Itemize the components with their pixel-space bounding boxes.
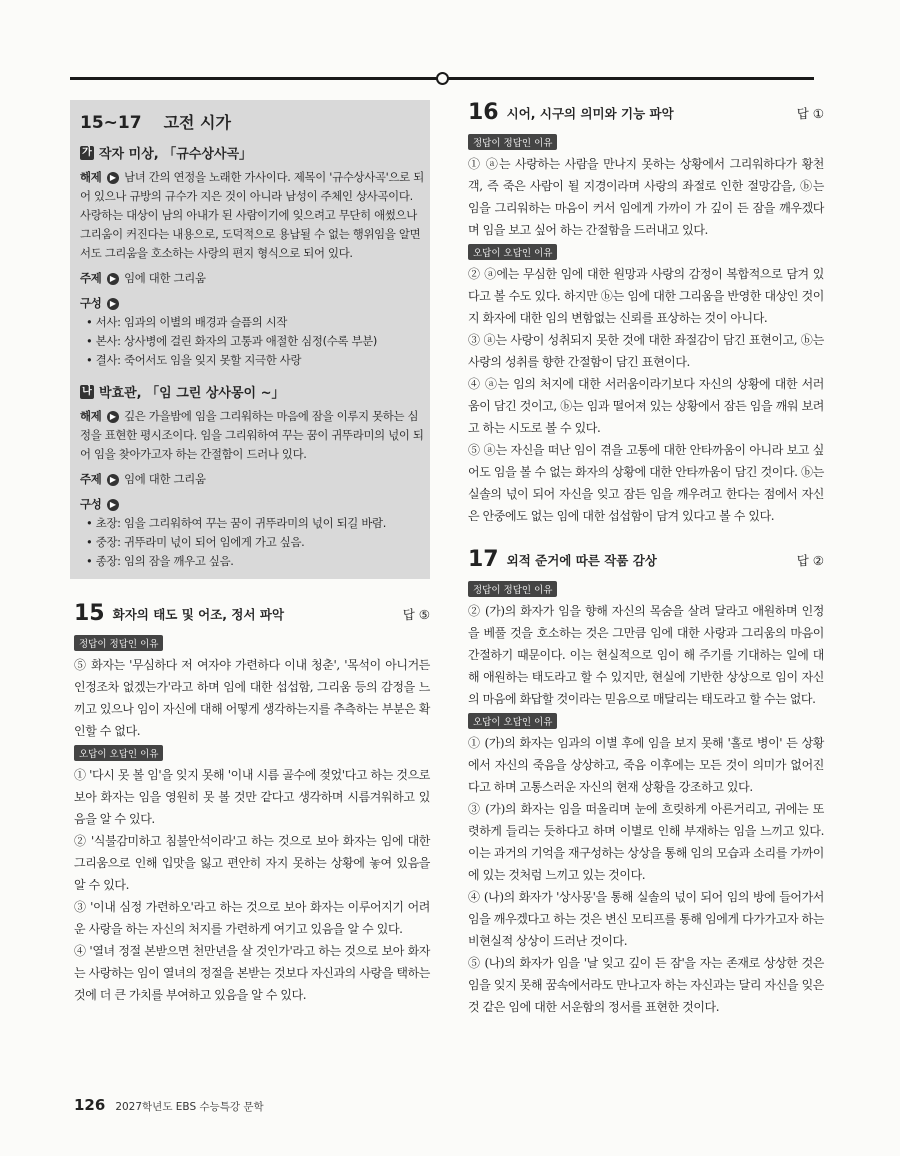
- wrong-explanation: ② '식불감미하고 침불안석이라'고 하는 것으로 보아 화자는 임에 대한 그리움으로 인해 입맛을 잃고 편안히 자지 못하는 상황에 놓여 있음을 알 수 있다.: [74, 834, 430, 892]
- theme-label: 주제: [80, 472, 102, 486]
- structure-item: • 초장: 임을 그리워하여 꾸는 꿈이 귀뚜라미의 넋이 되길 바람.: [86, 516, 387, 530]
- question-number: 15: [74, 601, 105, 626]
- question-15: [74, 601, 430, 1006]
- arrow-icon: ▶: [107, 273, 119, 285]
- work-a-title: [80, 143, 424, 162]
- correct-tag: 정답이 정답인 이유: [468, 581, 557, 597]
- work-b-haeje: [80, 407, 424, 464]
- arrow-icon: ▶: [107, 298, 119, 310]
- top-rule-marker: [436, 72, 449, 85]
- question-answer: 답 ②: [796, 552, 824, 568]
- wrong-explanation: ① '다시 못 볼 임'을 잊지 못해 '이내 시름 골수에 젖었'다고 하는 것으로 보아 화자는 임을 영원히 못 볼 것만 같다고 생각하며 시름겨워하고 있음을 알 수 있다.: [74, 768, 430, 826]
- theme-text: 임에 대한 그리움: [124, 472, 206, 486]
- arrow-icon: ▶: [107, 411, 119, 423]
- question-number: 17: [468, 547, 499, 572]
- correct-tag: 정답이 정답인 이유: [468, 134, 557, 150]
- wrong-explanation: ⑤ (나)의 화자가 임을 '날 잊고 깊이 든 잠'을 자는 존재로 상상한 것은 임을 잊지 못해 꿈속에서라도 만나고자 하는 자신과는 달리 자신을 잊은 것 같은 임에 대한 서운함의 정서를 표현한 것이다.: [468, 956, 824, 1014]
- question-number: 16: [468, 100, 499, 125]
- work-a-badge: 가: [80, 146, 94, 160]
- arrow-icon: ▶: [107, 499, 119, 511]
- page-number: 126: [74, 1096, 106, 1114]
- section-title: 고전 시가: [163, 113, 231, 132]
- structure-item: • 본사: 상사병에 걸린 화자의 고통과 애절한 심정(수록 부분): [86, 334, 377, 348]
- wrong-explanation: ③ (가)의 화자는 임을 떠올리며 눈에 흐릿하게 아른거리고, 귀에는 또렷하게 들리는 듯하다고 하며 이별로 인해 부재하는 임을 느끼고 있다. 이는 과거의 기억을 재구성하는 상상을 통해 임의 모습과 소리를 가까이에 있는 것처럼 느끼고 있는 것이다.: [468, 802, 824, 882]
- section-header: [80, 110, 424, 133]
- structure-item: • 결사: 죽어서도 임을 잊지 못할 지극한 사랑: [86, 353, 302, 367]
- structure-item: • 종장: 임의 잠을 깨우고 싶음.: [86, 554, 234, 568]
- work-b-title: [80, 382, 424, 401]
- page-footer: [74, 1096, 264, 1114]
- wrong-explanation: ① (가)의 화자는 임과의 이별 후에 임을 보지 못해 '홀로 병이' 든 상황에서 자신의 죽음을 상상하고, 죽음 이후에는 모든 것이 의미가 없어진다고 하며 고통스러운 자신의 현재 상황을 강조하고 있다.: [468, 736, 824, 794]
- haeje-text: 남녀 간의 연정을 노래한 가사이다. 제목이 '규수상사곡'으로 되어 있으나 규방의 규수가 지은 것이 아니라 남성이 주체인 상사곡이다. 사랑하는 대상이 남의 아내가 된 사람이기에 잊으려고 무단히 애썼으나 그리움이 커진다는 내용으로, 도덕적으로 용납될 수 없는 행위임을 알면서도 그리움을 호소하는 사랑의 편지 형식으로 되어 있다.: [80, 170, 424, 260]
- arrow-icon: ▶: [107, 172, 119, 184]
- section-number: 15~17: [80, 113, 142, 133]
- question-title: 시어, 시구의 의미와 기능 파악: [506, 105, 674, 121]
- book-title: 2027학년도 EBS 수능특강 문학: [115, 1101, 264, 1113]
- work-b-structure-label: [80, 495, 424, 514]
- haeje-label: 해제: [80, 170, 102, 184]
- wrong-explanation: ⑤ ⓐ는 자신을 떠난 임이 겪을 고통에 대한 안타까움이 아니라 보고 싶어도 임을 볼 수 없는 화자의 상황에 대한 안타까움이 담긴 것이다. ⓑ는 실솔의 넋이 되어 자신을 잊고 잠든 임을 깨우려고 한다는 점에서 자신은 안중에도 없는 임에 대한 섭섭함이 담겨 있다고 볼 수 있다.: [468, 443, 824, 523]
- structure-item: • 중장: 귀뚜라미 넋이 되어 임에게 가고 싶음.: [86, 535, 305, 549]
- correct-explanation: ⑤ 화자는 '무심하다 저 여자야 가련하다 이내 청춘', '목석이 아니거든 인정조차 없겠는가'라고 하며 임에 대한 섭섭함, 그리움 등의 감정을 느끼고 있으나 임이 자신에 대해 어떻게 생각하는지를 추측하는 부분은 확인할 수 없다.: [74, 658, 430, 738]
- work-b-title-text: 박효관, 「임 그린 상사몽이 ~」: [99, 386, 285, 401]
- question-header: [74, 601, 430, 626]
- structure-item: • 서사: 임과의 이별의 배경과 슬픔의 시작: [86, 315, 288, 329]
- correct-explanation: ② (가)의 화자가 임을 향해 자신의 목숨을 살려 달라고 애원하며 인정을 베풀 것을 호소하는 것은 그만큼 임에 대한 사랑과 그리움의 마음이 간절하기 때문이다. 이는 현실적으로 임이 해 주기를 기대하는 일에 대해 애원하는 태도라고 할 수 있지만, 현실에 기반한 상상으로 임이 자신의 마음에 화답할 것이라는 믿음으로 매달리는 태도라고 할 수는 없다.: [468, 604, 824, 706]
- wrong-explanation: ③ ⓐ는 사랑이 성취되지 못한 것에 대한 좌절감이 담긴 표현이고, ⓑ는 사랑의 성취를 향한 간절함이 담긴 표현이다.: [468, 333, 824, 369]
- correct-explanation: ① ⓐ는 사랑하는 사람을 만나지 못하는 상황에서 그리워하다가 황천객, 즉 죽은 사람이 될 지경이라며 사랑의 좌절로 인한 절망감을, ⓑ는 임을 그리워하는 마음이 커서 임에게 가까이 가 깊이 든 잠을 깨우겠다며 임을 보고 싶어 하는 간절함을 드러내고 있다.: [468, 157, 824, 237]
- wrong-explanation: ④ (나)의 화자가 '상사몽'을 통해 실솔의 넋이 되어 임의 방에 들어가서 임을 깨우겠다고 하는 것은 변신 모티프를 통해 임에게 다가가고자 하는 비현실적 상상이 드러난 것이다.: [468, 890, 824, 948]
- work-a-title-text: 작자 미상, 「규수상사곡」: [99, 147, 253, 162]
- structure-label: 구성: [80, 497, 102, 511]
- arrow-icon: ▶: [107, 474, 119, 486]
- theme-text: 임에 대한 그리움: [124, 271, 206, 285]
- wrong-tag: 오답이 오답인 이유: [468, 244, 557, 260]
- work-a-theme: [80, 269, 424, 288]
- question-answer: 답 ①: [796, 105, 824, 121]
- question-header: [468, 547, 824, 572]
- wrong-tag: 오답이 오답인 이유: [74, 745, 163, 761]
- question-answer: 답 ⑤: [402, 606, 430, 622]
- wrong-explanation: ③ '이내 심정 가련하오'라고 하는 것으로 보아 화자는 이루어지기 어려운 사랑을 하는 자신의 처지를 가련하게 여기고 있음을 알 수 있다.: [74, 900, 430, 936]
- question-16: [468, 100, 824, 527]
- work-b-theme: [80, 470, 424, 489]
- work-a-structure-label: [80, 294, 424, 313]
- theme-label: 주제: [80, 271, 102, 285]
- structure-label: 구성: [80, 296, 102, 310]
- left-column: [74, 100, 430, 1006]
- haeje-label: 해제: [80, 409, 102, 423]
- work-b-badge: 나: [80, 385, 94, 399]
- wrong-explanation: ④ ⓐ는 임의 처지에 대한 서러움이라기보다 자신의 상황에 대한 서러움이 담긴 것이고, ⓑ는 임과 떨어져 있는 상황에서 잠든 임을 깨워 보려고 하는 시도로 볼 수 있다.: [468, 377, 824, 435]
- question-title: 화자의 태도 및 어조, 정서 파악: [112, 606, 285, 622]
- wrong-explanation: ④ '열녀 정절 본받으면 천만년을 살 것인가'라고 하는 것으로 보아 화자는 사랑하는 임이 열녀의 정절을 본받는 것보다 자신과의 사랑을 택하는 것에 더 큰 가치를 부여하고 있음을 알 수 있다.: [74, 944, 430, 1002]
- question-header: [468, 100, 824, 125]
- work-a-haeje: [80, 168, 424, 263]
- haeje-text: 깊은 가을밤에 임을 그리워하는 마음에 잠을 이루지 못하는 심정을 표현한 평시조이다. 임을 그리워하여 꾸는 꿈이 귀뚜라미의 넋이 되어 임을 찾아가고자 하는 간절함이 드러나 있다.: [80, 409, 424, 461]
- question-17: [468, 547, 824, 1018]
- right-column: [468, 100, 824, 1018]
- wrong-explanation: ② ⓐ에는 무심한 임에 대한 원망과 사랑의 감정이 복합적으로 담겨 있다고 볼 수도 있다. 하지만 ⓑ는 임에 대한 그리움을 반영한 대상인 것이지 화자에 대한 임의 변함없는 신뢰를 표상하는 것이 아니다.: [468, 267, 824, 325]
- question-title: 외적 준거에 따른 작품 감상: [506, 552, 657, 568]
- correct-tag: 정답이 정답인 이유: [74, 635, 163, 651]
- summary-box: [70, 100, 430, 579]
- wrong-tag: 오답이 오답인 이유: [468, 713, 557, 729]
